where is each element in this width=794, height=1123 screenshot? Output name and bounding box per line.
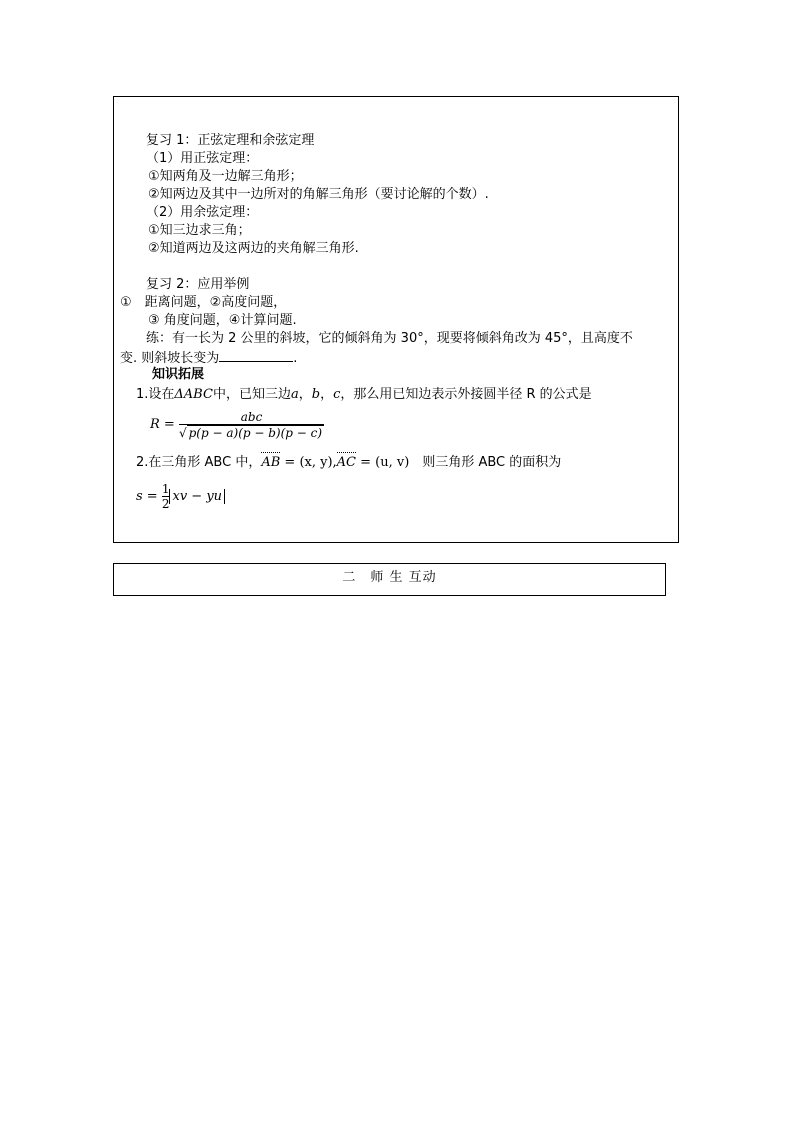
extension-p2 <box>136 455 561 471</box>
p1-post: ，那么用已知边表示外接圆半径 R 的公式是 <box>340 387 592 402</box>
review2-title: 复习 2：应用举例 <box>146 277 250 292</box>
p1-b: b <box>311 387 321 402</box>
f1-denominator: √ p(p − a)(p − b)(p − c) <box>178 425 323 440</box>
exercise-line2-end: . <box>293 351 298 366</box>
vector-ac: AC <box>336 455 357 470</box>
p1-mid: 中，已知三边 <box>212 387 291 402</box>
f2-numerator: 1 <box>161 482 170 496</box>
review1-sub1: （1）用正弦定理： <box>146 151 259 166</box>
p2-pre: 2.在三角形 ABC 中， <box>136 455 262 470</box>
p2-ac-value: = (u, v) <box>356 455 410 470</box>
f2-denominator: 2 <box>161 497 170 511</box>
formula-circumradius <box>150 409 324 441</box>
review1-title: 复习 1：正弦定理和余弦定理 <box>146 133 315 148</box>
p2-post: 则三角形 ABC 的面积为 <box>409 455 562 470</box>
review1-sub2-item2: ②知道两边及这两边的夹角解三角形. <box>148 241 359 256</box>
review1-sub1-item1: ①知两角及一边解三角形； <box>148 169 303 184</box>
review2-item1: ① 距离问题，②高度问题， <box>120 295 287 310</box>
review2-exercise-line2 <box>120 349 297 367</box>
section2-header-box <box>113 563 666 596</box>
exercise-line2-text: 变. 则斜坡长变为 <box>120 351 220 366</box>
formula-area <box>136 477 225 517</box>
review1-sub1-item2: ②知两边及其中一边所对的角解三角形（要讨论解的个数）. <box>148 187 489 202</box>
review2-item2: ③ 角度问题，④计算问题. <box>148 313 297 328</box>
section2-title: 二 师 生 互动 <box>342 570 437 585</box>
review2-exercise-line1: 练：有一长为 2 公里的斜坡，它的倾斜角为 30°，现要将倾斜角改为 45°，且高度不 <box>146 331 633 346</box>
extension-p1 <box>136 387 592 403</box>
p2-ab-value: = (x, y), <box>280 455 337 470</box>
f1-numerator: abc <box>240 409 263 424</box>
f2-absolute-value: xv − yu <box>169 489 225 504</box>
p1-sep1: ， <box>298 387 312 402</box>
vector-ab: AB <box>261 455 281 470</box>
review-section-box <box>113 96 679 543</box>
p1-c: c <box>333 387 341 402</box>
p1-sep2: ， <box>320 387 334 402</box>
f1-fraction <box>179 410 324 440</box>
p1-pre: 1.设在 <box>136 387 175 402</box>
review1-sub2: （2）用余弦定理： <box>146 205 259 220</box>
answer-blank <box>219 349 293 362</box>
review1-sub2-item1: ①知三边求三角； <box>148 223 251 238</box>
f1-lhs: R = <box>150 417 175 432</box>
f2-lhs: s = <box>136 489 158 504</box>
f1-radicand: p(p − a)(p − b)(p − c) <box>188 425 323 440</box>
extension-title: 知识拓展 <box>152 367 205 382</box>
p1-triangle: ΔABC <box>174 387 213 402</box>
p1-a: a <box>290 387 299 402</box>
